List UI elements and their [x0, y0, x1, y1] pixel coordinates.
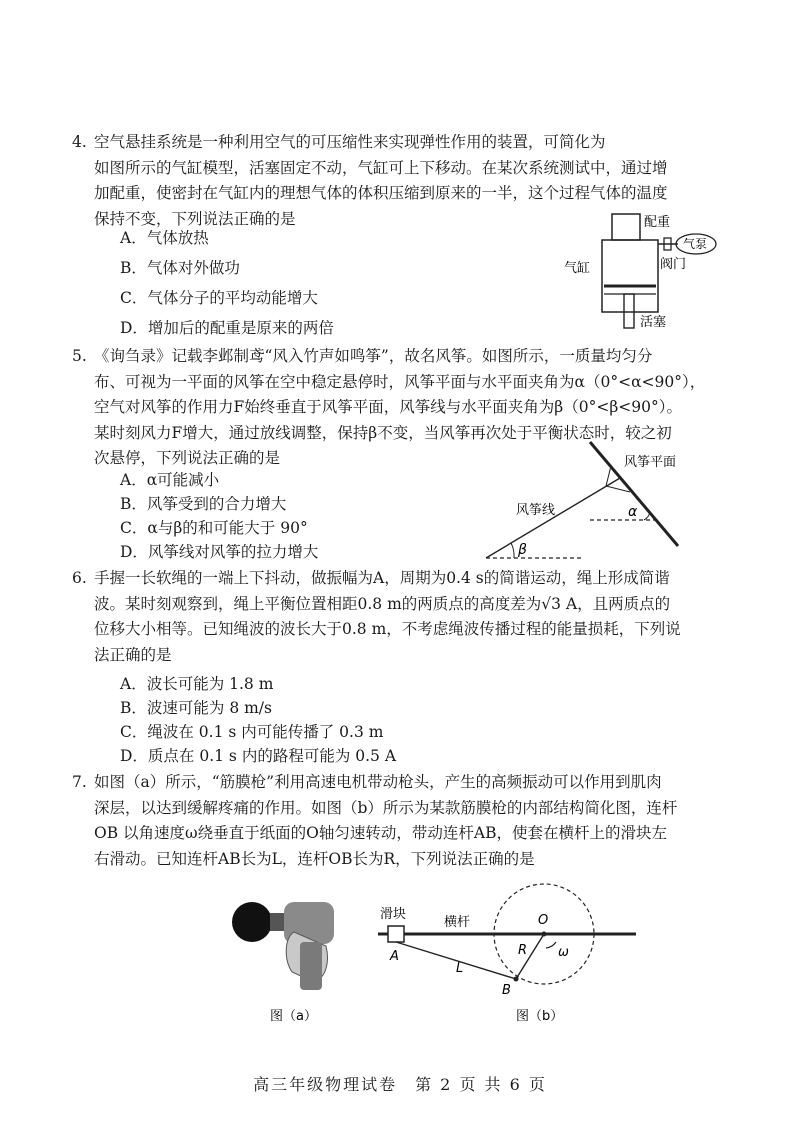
question-4-line-2: 如图所示的气缸模型，活塞固定不动，气缸可上下移动。在某次系统测试中，通过增: [94, 158, 668, 177]
question-6-option-d: D．质点在 0.1 s 内的路程可能为 0.5 A: [120, 747, 397, 765]
question-7-line-3: OB 以角速度ω绕垂直于纸面的O轴匀速转动，带动连杆AB，使套在横杆上的滑块左: [94, 824, 667, 842]
question-5-line-1: 《询刍录》记载李邺制鸢“风入竹声如鸣筝”，故名风筝。如图所示，一质量均匀分: [94, 347, 653, 365]
bridle-upper: [606, 466, 611, 486]
page-footer: 高三年级物理试卷 第 2 页 共 6 页: [253, 1075, 547, 1094]
question-5-option-d: D．风筝线对风筝的拉力增大: [120, 543, 319, 561]
linkage-figure: [370, 876, 640, 1026]
cylinder-label: 气缸: [564, 261, 591, 276]
gun-handle: [300, 942, 322, 990]
slider-block: [388, 926, 404, 942]
beta-arc: [511, 543, 514, 558]
weight-label: 配重: [644, 215, 671, 230]
question-5-line-5: 次悬停，下列说法正确的是: [94, 449, 281, 467]
pivot-o: [542, 932, 547, 937]
question-6-option-c: C．绳波在 0.1 s 内可能传播了 0.3 m: [120, 723, 384, 741]
slider-label: 滑块: [380, 907, 407, 922]
question-4-option-a: A．气体放热: [120, 229, 209, 247]
question-4-number: 4.: [72, 133, 87, 151]
question-6-line-4: 法正确的是: [94, 645, 172, 664]
kite-line-label: 风筝线: [516, 503, 556, 518]
question-6-line-1: 手握一长软绳的一端上下抖动，做振幅为A，周期为0.4 s的简谐运动，绳上形成简谐: [94, 569, 670, 587]
valve-label: 阀门: [660, 257, 687, 272]
question-5-option-a: A．α可能减小: [120, 471, 220, 489]
question-5-number: 5.: [72, 347, 87, 365]
beta-label: β: [518, 542, 527, 558]
question-5-line-4: 某时刻风力F增大，通过放线调整，保持β不变，当风筝再次处于平衡状态时，较之初: [94, 423, 672, 442]
pivot-b: [514, 977, 519, 982]
question-4-option-c: C．气体分子的平均动能增大: [120, 289, 318, 307]
r-label: R: [518, 943, 528, 958]
question-7-line-4: 右滑动。已知连杆AB长为L，连杆OB长为R，下列说法正确的是: [94, 849, 535, 868]
piston-label: 活塞: [640, 315, 667, 330]
question-6: [72, 566, 734, 668]
weight-block: [612, 214, 640, 240]
omega-arrow: [546, 942, 556, 948]
question-7-line-2: 深层，以达到缓解疼痛的作用。如图（b）所示为某款筋膜枪的内部结构简化图，连杆: [94, 798, 678, 817]
question-6-option-b: B．波速可能为 8 m/s: [120, 699, 272, 717]
question-4-line-3: 加配重，使密封在气缸内的理想气体的体积压缩到原来的一半，这个过程气体的温度: [94, 184, 668, 202]
question-7: [72, 770, 734, 872]
question-7-number: 7.: [72, 773, 87, 791]
question-6-number: 6.: [72, 569, 87, 587]
question-4-option-b: B．气体对外做功: [120, 259, 240, 277]
gun-neck: [270, 913, 286, 931]
gun-head: [232, 902, 272, 942]
question-4-line-1: 空气悬挂系统是一种利用空气的可压缩性来实现弹性作用的装置，可简化为: [94, 133, 606, 151]
pump-label: 气泵: [683, 237, 708, 251]
kite-line: [486, 478, 620, 558]
question-5-figure: [480, 436, 700, 562]
b-label: B: [502, 983, 511, 998]
question-6-line-3: 位移大小相等。已知绳波的波长大于0.8 m，不考虑绳波传播过程的能量损耗，下列说: [94, 620, 681, 638]
alpha-label: α: [628, 504, 638, 520]
question-4-figure: [560, 208, 735, 336]
question-7-line-1: 如图（a）所示，“筋膜枪”利用高速电机带动枪头，产生的高频振动可以作用到肌肉: [94, 773, 662, 791]
a-label: A: [390, 949, 399, 964]
question-4-line-4: 保持不变，下列说法正确的是: [94, 209, 296, 228]
l-label: L: [456, 961, 464, 976]
question-4-option-d: D．增加后的配重是原来的两倍: [120, 319, 334, 337]
o-label: O: [538, 913, 549, 928]
cylinder-body: [602, 240, 658, 312]
question-5-line-2: 布、可视为一平面的风筝在空中稳定悬停时，风筝平面与水平面夹角为α（0°<α<90°），: [94, 372, 706, 391]
piston-rod: [624, 294, 634, 328]
question-6-line-2: 波。某时刻观察到，绳上平衡位置相距0.8 m的两质点的高度差为√3 A，且两质点的: [94, 594, 671, 613]
question-5-option-b: B．风筝受到的合力增大: [120, 495, 287, 513]
question-6-option-a: A．波长可能为 1.8 m: [120, 675, 274, 693]
question-5-line-3: 空气对风筝的作用力F始终垂直于风筝平面，风筝线与水平面夹角为β（0°<β<90°）。: [94, 398, 682, 416]
figure-b-caption: 图（b）: [516, 1009, 564, 1024]
figure-a-caption: 图（a）: [270, 1009, 317, 1024]
omega-label: ω: [558, 945, 569, 960]
question-5-option-c: C．α与β的和可能大于 90°: [120, 519, 308, 537]
kite-plane-label: 风筝平面: [624, 455, 677, 470]
massage-gun-figure: [226, 880, 356, 1026]
rod-label: 横杆: [444, 915, 471, 930]
